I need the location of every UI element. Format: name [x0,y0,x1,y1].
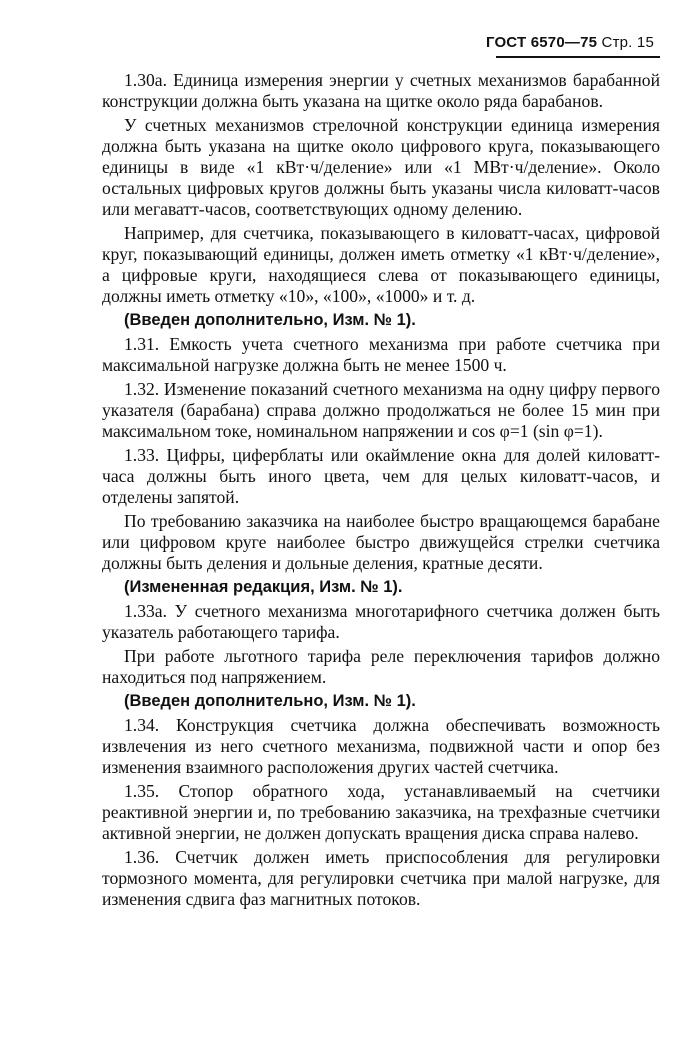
amendment-note: (Введен дополнительно, Изм. № 1). [124,692,416,710]
body-text [102,70,660,913]
paragraph-1-30a: 1.30а. Единица измерения энергии у счетных механизмов барабанной конструкции должна быть указана на щитке около ряда барабанов. [102,70,660,111]
page-number: Стр. 15 [601,34,654,51]
paragraph-tariff-relay: При работе льготного тарифа реле переключения тарифов должно находиться под напряжением. [102,646,660,687]
paragraph-example: Например, для счетчика, показывающего в киловатт-часах, цифровой круг, показывающий единицы, должен иметь отметку «1 кВт·ч/деление», а цифровые круги, находящиеся слева от показывающего единицы, должны иметь отметку «10», «100», «1000» и т. д. [102,223,660,306]
paragraph-customer-request: По требованию заказчика на наиболее быстро вращающемся барабане или цифровом круге наиболее быстро движущейся стрелки счетчика должны быть деления и дольные деления, кратные десяти. [102,511,660,573]
paragraph-1-33a: 1.33а. У счетного механизма многотарифного счетчика должен быть указатель работающего тарифа. [102,601,660,642]
paragraph-1-33: 1.33. Цифры, циферблаты или окаймление окна для долей киловатт-часа должны быть иного цвета, чем для целых киловатт-часов, и отделены запятой. [102,445,660,507]
paragraph-1-32: 1.32. Изменение показаний счетного механизма на одну цифру первого указателя (барабана) справа должно продолжаться не более 15 мин при максимальном токе, номинальном напряжении и cos φ=1 (sin φ=1). [102,379,660,441]
page-header [486,34,654,51]
paragraph-arrow-mechanism: У счетных механизмов стрелочной конструкции единица измерения должна быть указана на щитке около цифрового круга, показывающего единицы в виде «1 кВт·ч/деление» или «1 МВт·ч/деление». Около остальных цифровых кругов должны быть указаны числа киловатт-часов или мегаватт-часов, соответствующих одному делению. [102,115,660,219]
header-rule [496,56,660,58]
standard-number: ГОСТ 6570—75 [485,34,598,51]
paragraph-1-35: 1.35. Стопор обратного хода, устанавливаемый на счетчики реактивной энергии и, по требованию заказчика, на трехфазные счетчики активной энергии, не должен допускать вращения диска справа налево. [102,781,660,843]
amendment-note: (Введен дополнительно, Изм. № 1). [124,311,416,329]
amendment-note: (Измененная редакция, Изм. № 1). [124,578,403,596]
paragraph-1-31: 1.31. Емкость учета счетного механизма при работе счетчика при максимальной нагрузке должна быть не менее 1500 ч. [102,334,660,375]
paragraph-1-36: 1.36. Счетчик должен иметь приспособления для регулировки тормозного момента, для регулировки счетчика при малой нагрузке, для изменения сдвига фаз магнитных потоков. [102,847,660,909]
paragraph-1-34: 1.34. Конструкция счетчика должна обеспечивать возможность извлечения из него счетного механизма, подвижной части и опор без изменения взаимного расположения других частей счетчика. [102,715,660,777]
